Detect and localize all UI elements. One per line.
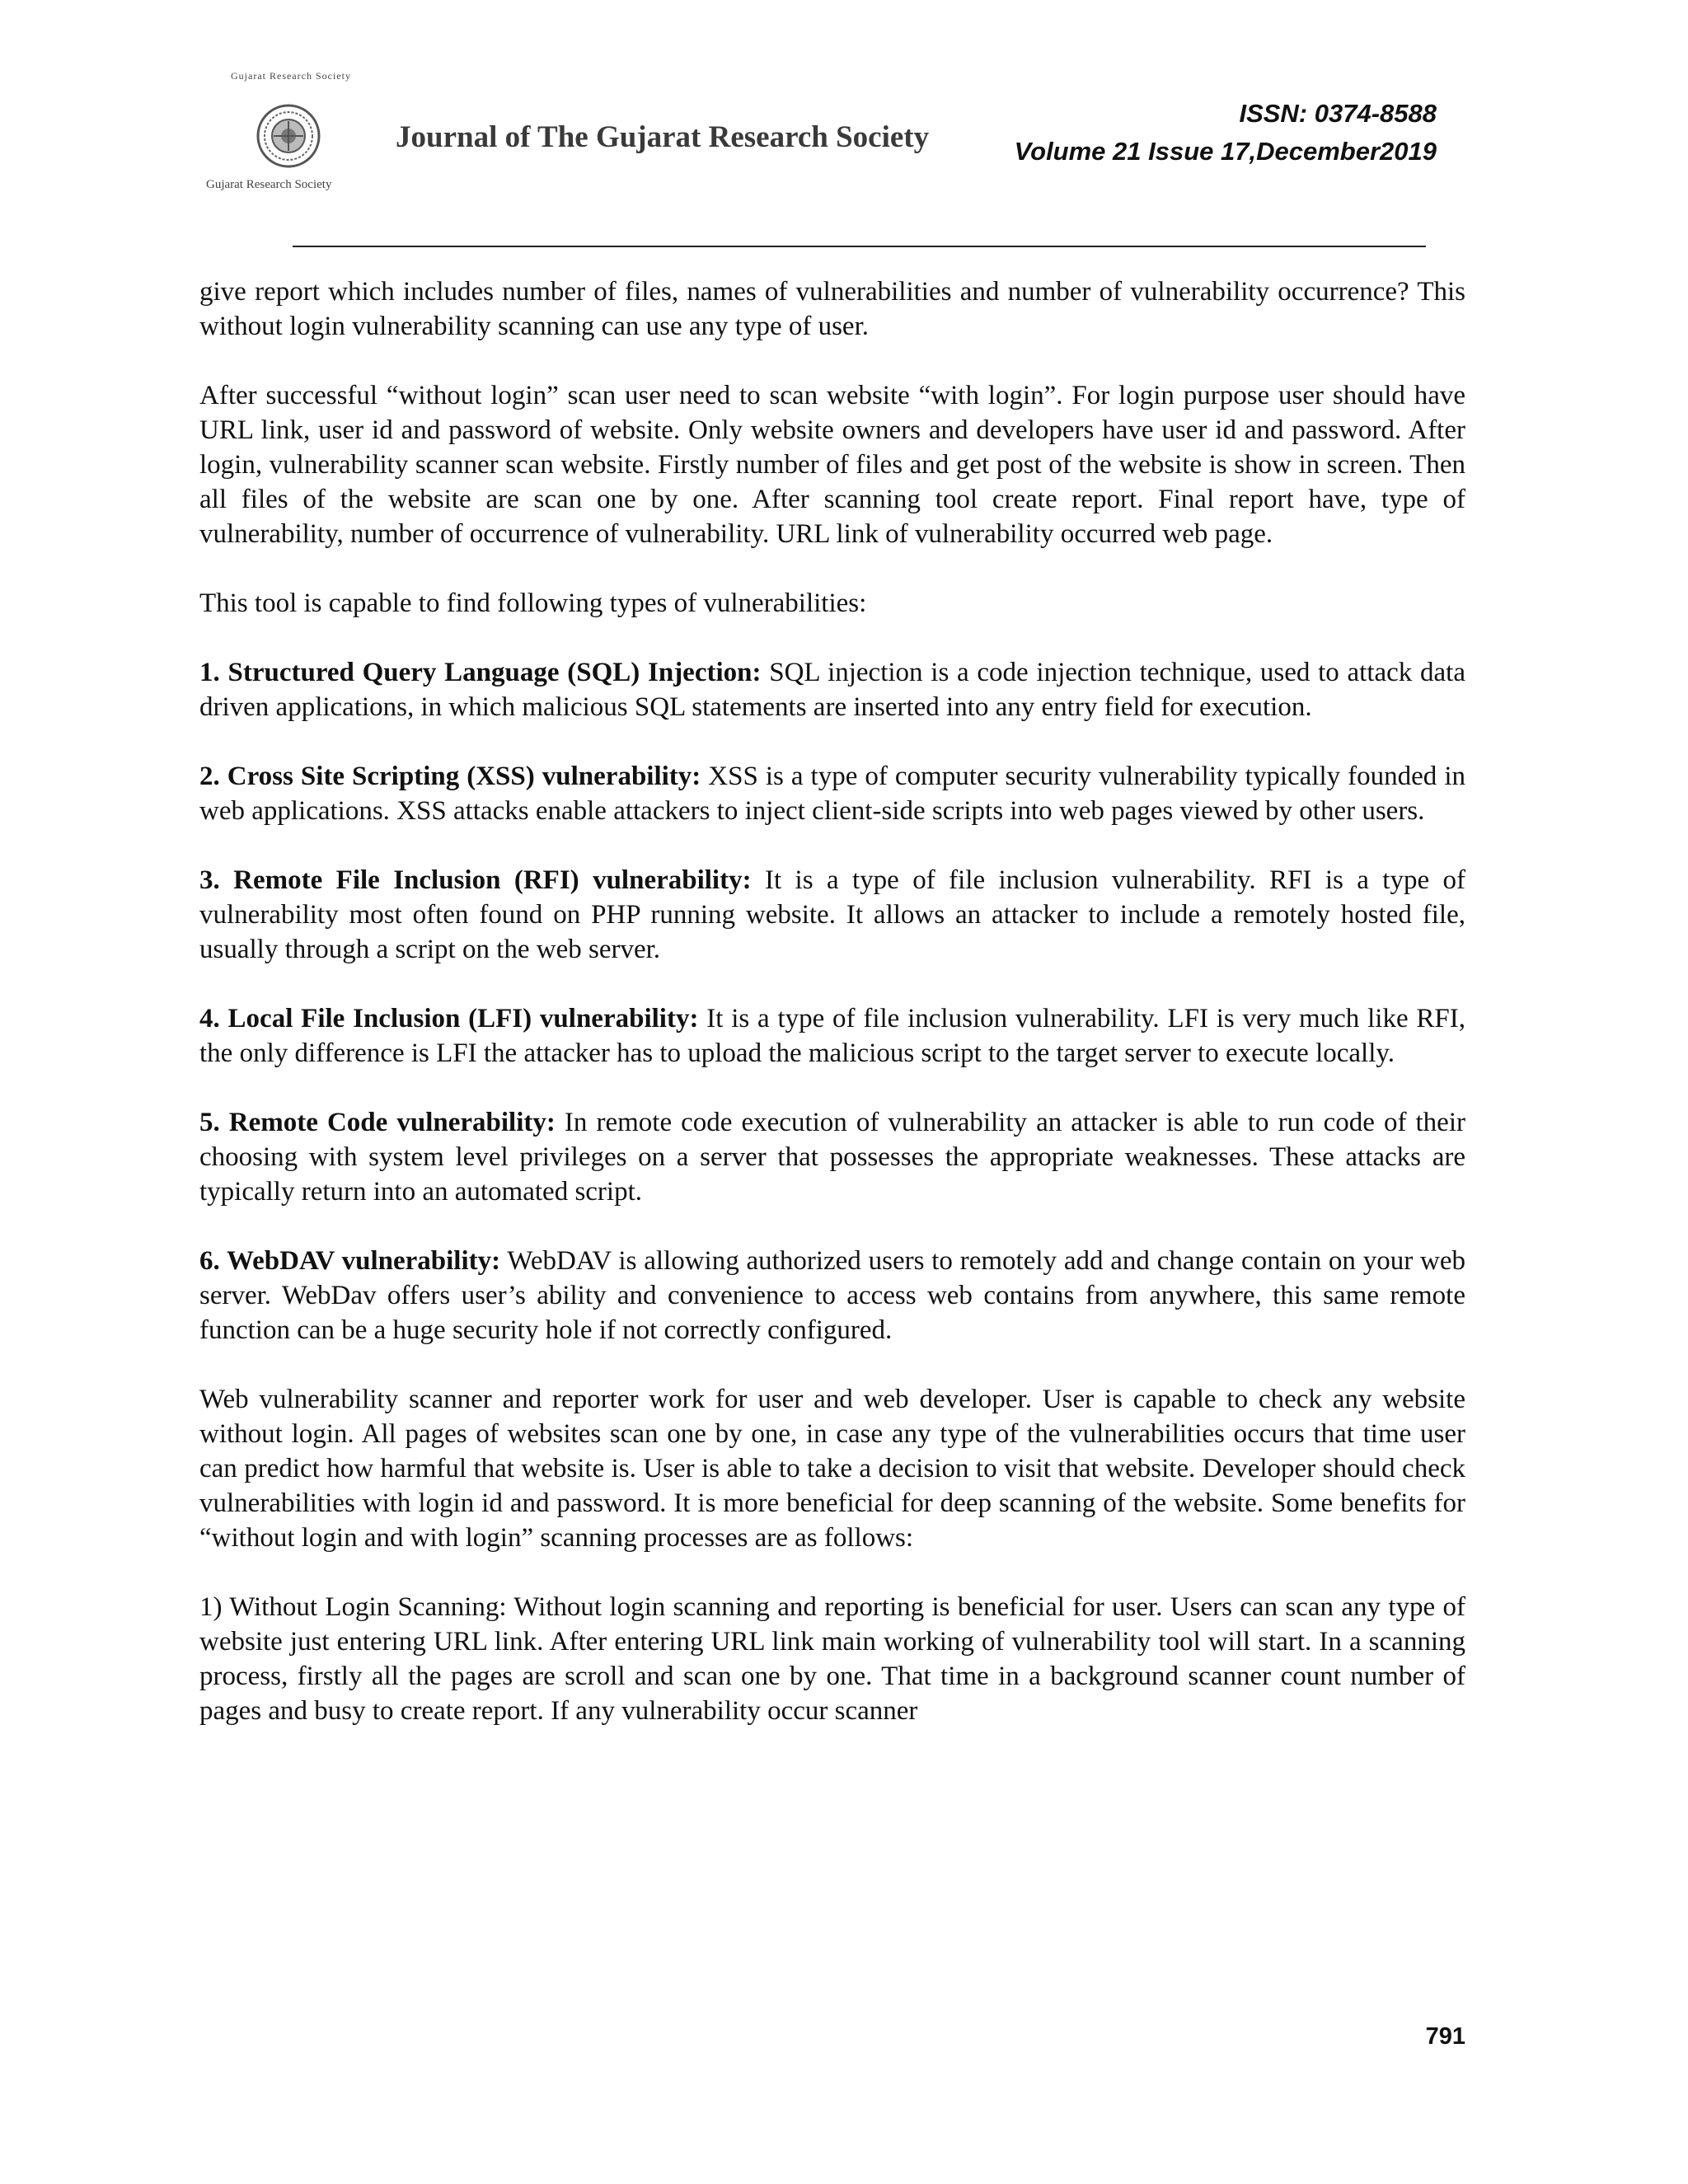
- article-body: [199, 274, 1465, 1763]
- paragraph: Web vulnerability scanner and reporter work for user and web developer. User is capable to check any website without login. All pages of websites scan one by one, in case any type of the vulnerabilities occurs that time user can predict how harmful that website is. User is able to take a decision to visit that website. Developer should check vulnerabilities with login id and password. It is more beneficial for deep scanning of the website. Some benefits for “without login and with login” scanning processes are as follows:: [199, 1385, 1465, 1553]
- vulnerability-item: [199, 863, 1465, 967]
- vulnerability-item: [199, 1105, 1465, 1209]
- vulnerability-title: 6. WebDAV vulnerability:: [199, 1246, 501, 1276]
- paragraph: give report which includes number of files, names of vulnerabilities and number of vulnerability occurrence? This without login vulnerability scanning can use any type of user.: [199, 277, 1465, 341]
- logo-top-text: Gujarat Research Society: [231, 70, 351, 82]
- vulnerability-title: 5. Remote Code vulnerability:: [199, 1108, 556, 1137]
- volume-issue: Volume 21 Issue 17,December2019: [1014, 137, 1437, 166]
- page-number: 791: [1425, 2023, 1465, 2050]
- issn-block: [1015, 95, 1437, 171]
- vulnerability-title: 3. Remote File Inclusion (RFI) vulnerability:: [199, 865, 752, 895]
- seal-icon: [256, 103, 321, 169]
- vulnerability-title: 4. Local File Inclusion (LFI) vulnerability:: [199, 1004, 699, 1033]
- vulnerability-item: [199, 1001, 1465, 1071]
- vulnerability-title: 2. Cross Site Scripting (XSS) vulnerability:: [199, 762, 701, 791]
- issn: ISSN: 0374-8588: [1239, 99, 1437, 128]
- vulnerability-item: [199, 1244, 1465, 1347]
- vulnerability-item: [199, 759, 1465, 828]
- journal-logo: [206, 70, 396, 218]
- vulnerability-description: XSS is a type of computer security vulnerability typically founded in web applications. XSS attacks enable attackers to inject client-side scripts into web pages viewed by other users.: [199, 762, 1465, 826]
- logo-bottom-text: Gujarat Research Society: [206, 178, 332, 191]
- vulnerability-description: It is a type of file inclusion vulnerability. LFI is very much like RFI, the only difference is LFI the attacker has to upload the malicious script to the target server to execute locally.: [199, 1004, 1465, 1068]
- vulnerability-description: WebDAV is allowing authorized users to remotely add and change contain on your web server. WebDav offers user’s ability and convenience to access web contains from anywhere, this same remote function can be a huge security hole if not correctly configured.: [199, 1246, 1466, 1345]
- header-divider: [293, 246, 1426, 247]
- paragraph: This tool is capable to find following types of vulnerabilities:: [199, 588, 867, 618]
- journal-name: Journal of The Gujarat Research Society: [396, 120, 930, 154]
- vulnerability-description: In remote code execution of vulnerability an attacker is able to run code of their choosing with system level privileges on a server that possesses the appropriate weaknesses. These attacks are typically return into an automated script.: [199, 1108, 1465, 1207]
- paragraph: 1) Without Login Scanning: Without login scanning and reporting is beneficial for user. Users can scan any type of website just entering URL link. After entering URL link main working of vulnerability tool will start. In a scanning process, firstly all the pages are scroll and scan one by one. That time in a background scanner count number of pages and busy to create report. If any vulnerability occur scanner: [199, 1592, 1465, 1726]
- vulnerability-description: SQL injection is a code injection technique, used to attack data driven applications, in which malicious SQL statements are inserted into any entry field for execution.: [199, 658, 1465, 722]
- paragraph: After successful “without login” scan user need to scan website “with login”. For login purpose user should have URL link, user id and password of website. Only website owners and developers have user id and password. After login, vulnerability scanner scan website. Firstly number of files and get post of the website is show in screen. Then all files of the website are scan one by one. After scanning tool create report. Final report have, type of vulnerability, number of occurrence of vulnerability. URL link of vulnerability occurred web page.: [199, 381, 1465, 549]
- vulnerability-item: [199, 655, 1465, 724]
- vulnerability-title: 1. Structured Query Language (SQL) Injection:: [199, 658, 762, 687]
- vulnerability-description: It is a type of file inclusion vulnerability. RFI is a type of vulnerability most often found on PHP running website. It allows an attacker to include a remotely hosted file, usually through a script on the web server.: [199, 865, 1465, 964]
